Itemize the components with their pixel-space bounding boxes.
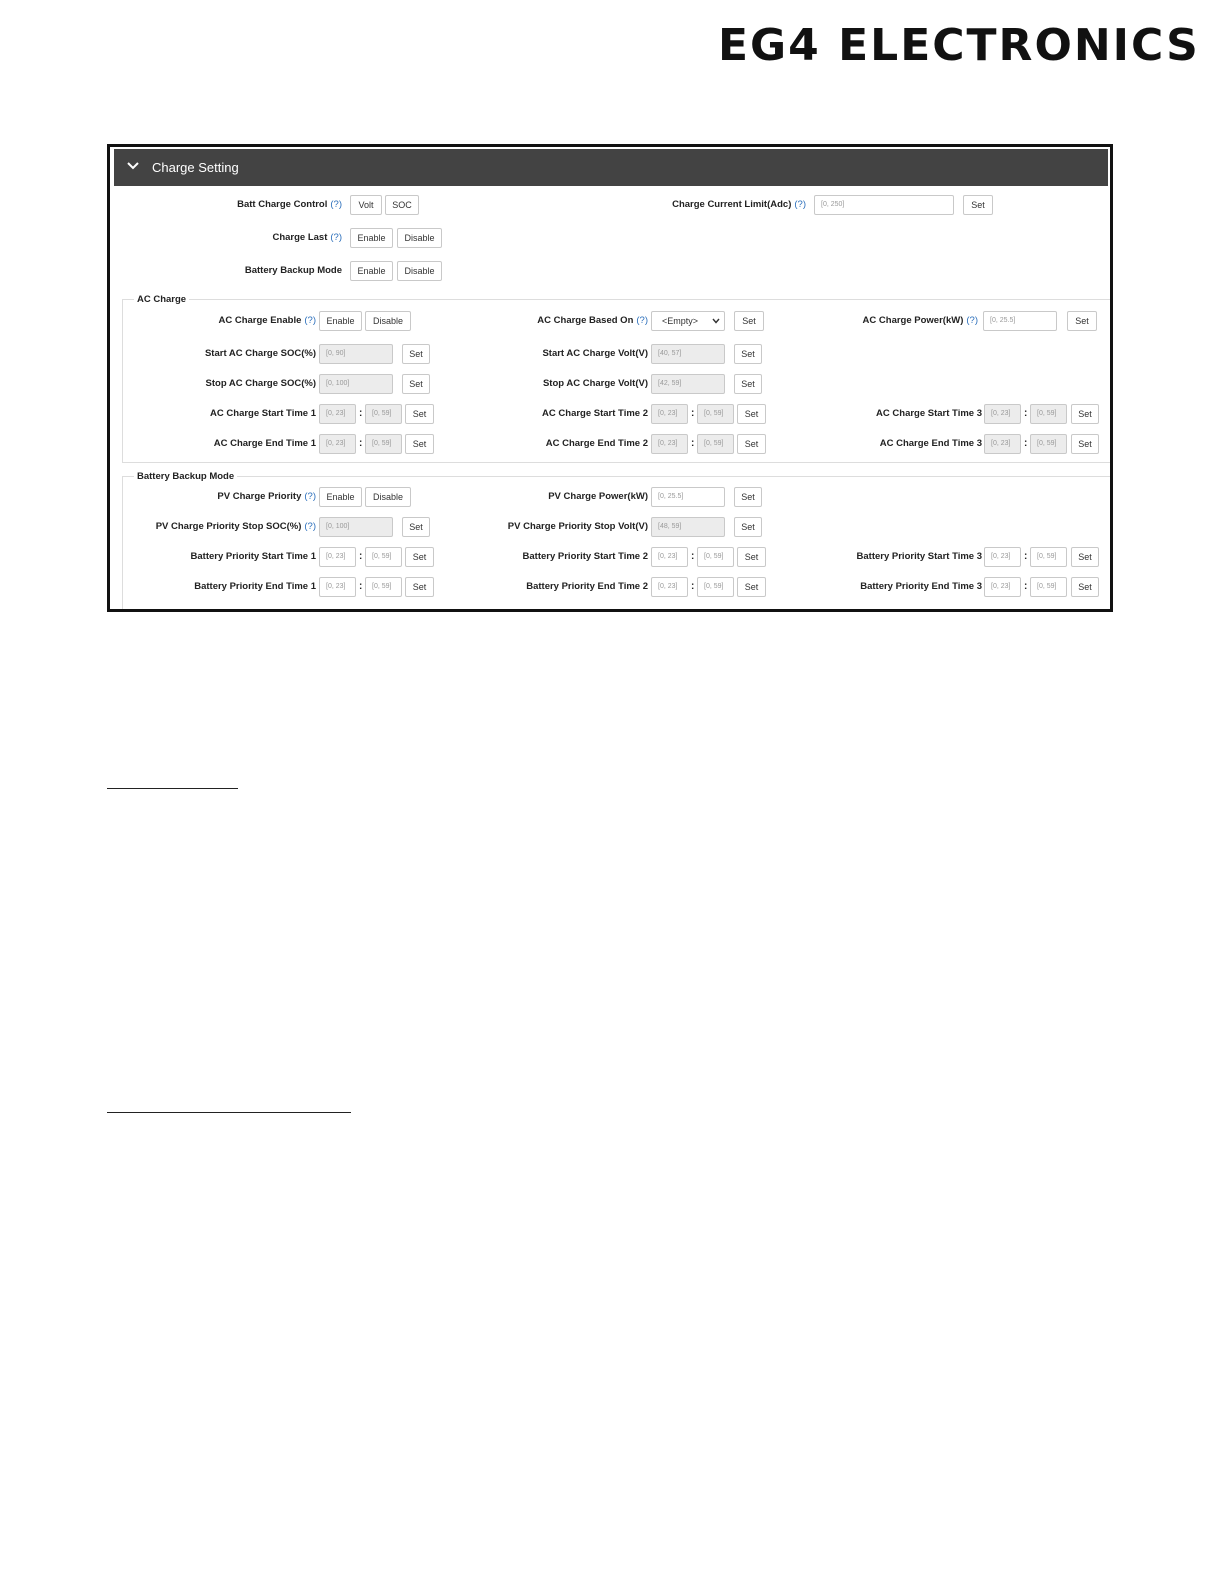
- battery-priority-start-time-2-label: Battery Priority Start Time 2: [522, 551, 648, 562]
- stop-ac-charge-volt-label: Stop AC Charge Volt(V): [542, 378, 648, 389]
- battery-priority-start-time-2-hour[interactable]: [0, 23]: [651, 547, 688, 567]
- pv-charge-priority-disable-button[interactable]: Disable: [365, 487, 411, 507]
- soc-button[interactable]: SOC: [385, 195, 419, 215]
- battery-priority-end-time-2-hour[interactable]: [0, 23]: [651, 577, 688, 597]
- ac-charge-end-time-3-label: AC Charge End Time 3: [879, 438, 982, 449]
- help-link[interactable]: (?): [330, 232, 342, 243]
- battery-priority-end-time-2-minute[interactable]: [0, 59]: [697, 577, 734, 597]
- ac-charge-start-time-2-label: AC Charge Start Time 2: [542, 408, 648, 419]
- charge-current-limit-label: Charge Current Limit(Adc) (?): [672, 199, 806, 210]
- stop-ac-charge-volt-input[interactable]: [42, 59]: [651, 374, 725, 394]
- pv-charge-priority-stop-volt-label: PV Charge Priority Stop Volt(V): [507, 521, 648, 532]
- start-ac-charge-volt-input[interactable]: [40, 57]: [651, 344, 725, 364]
- charge-last-enable-button[interactable]: Enable: [350, 228, 393, 248]
- ac-charge-power-input[interactable]: [0, 25.5]: [983, 311, 1057, 331]
- help-link[interactable]: (?): [636, 315, 648, 326]
- start-ac-charge-soc-input[interactable]: [0, 90]: [319, 344, 393, 364]
- battery-priority-start-time-2-set-button[interactable]: Set: [737, 547, 766, 567]
- start-ac-charge-volt-label: Start AC Charge Volt(V): [542, 348, 648, 359]
- eg4-logo: EG4 ELECTRONICS: [718, 20, 1200, 71]
- section-underline: [107, 1112, 351, 1113]
- ac-charge-end-time-3-set-button[interactable]: Set: [1071, 434, 1099, 454]
- start-ac-charge-volt-set-button[interactable]: Set: [734, 344, 762, 364]
- colon: :: [1024, 438, 1028, 449]
- ac-charge-end-time-2-set-button[interactable]: Set: [737, 434, 766, 454]
- stop-ac-charge-soc-input[interactable]: [0, 100]: [319, 374, 393, 394]
- battery-priority-start-time-3-minute[interactable]: [0, 59]: [1030, 547, 1067, 567]
- ac-charge-end-time-1-set-button[interactable]: Set: [405, 434, 434, 454]
- stop-ac-charge-soc-label: Stop AC Charge SOC(%): [205, 378, 316, 389]
- ac-charge-start-time-1-minute[interactable]: [0, 59]: [365, 404, 402, 424]
- colon: :: [1024, 408, 1028, 419]
- battery-priority-end-time-1-minute[interactable]: [0, 59]: [365, 577, 402, 597]
- ac-charge-start-time-3-minute[interactable]: [0, 59]: [1030, 404, 1067, 424]
- battery-priority-start-time-3-label: Battery Priority Start Time 3: [856, 551, 982, 562]
- colon: :: [359, 408, 363, 419]
- help-link[interactable]: (?): [304, 315, 316, 326]
- ac-charge-end-time-1-hour[interactable]: [0, 23]: [319, 434, 356, 454]
- volt-button[interactable]: Volt: [350, 195, 382, 215]
- ac-charge-start-time-3-set-button[interactable]: Set: [1071, 404, 1099, 424]
- charge-current-limit-input[interactable]: [0, 250]: [814, 195, 954, 215]
- battery-priority-end-time-3-minute[interactable]: [0, 59]: [1030, 577, 1067, 597]
- colon: :: [359, 551, 363, 562]
- charge-current-limit-set-button[interactable]: Set: [963, 195, 993, 215]
- colon: :: [1024, 581, 1028, 592]
- ac-charge-based-on-label: AC Charge Based On (?): [537, 315, 648, 326]
- ac-charge-start-time-3-hour[interactable]: [0, 23]: [984, 404, 1021, 424]
- battery-priority-end-time-2-set-button[interactable]: Set: [737, 577, 766, 597]
- pv-charge-priority-label: PV Charge Priority (?): [217, 491, 316, 502]
- stop-ac-charge-soc-set-button[interactable]: Set: [402, 374, 430, 394]
- pv-charge-priority-stop-soc-label: PV Charge Priority Stop SOC(%) (?): [155, 521, 316, 532]
- colon: :: [359, 438, 363, 449]
- ac-charge-start-time-1-set-button[interactable]: Set: [405, 404, 434, 424]
- colon: :: [1024, 551, 1028, 562]
- battery-priority-end-time-3-hour[interactable]: [0, 23]: [984, 577, 1021, 597]
- selected-value: <Empty>: [662, 316, 699, 326]
- ac-charge-enable-label: AC Charge Enable (?): [218, 315, 316, 326]
- battery-priority-start-time-1-hour[interactable]: [0, 23]: [319, 547, 356, 567]
- chevron-down-icon[interactable]: [126, 159, 140, 173]
- pv-charge-priority-stop-soc-set-button[interactable]: Set: [402, 517, 430, 537]
- stop-ac-charge-volt-set-button[interactable]: Set: [734, 374, 762, 394]
- charge-last-disable-button[interactable]: Disable: [397, 228, 442, 248]
- colon: :: [691, 438, 695, 449]
- battery-priority-start-time-3-hour[interactable]: [0, 23]: [984, 547, 1021, 567]
- ac-charge-start-time-2-set-button[interactable]: Set: [737, 404, 766, 424]
- battery-priority-start-time-1-label: Battery Priority Start Time 1: [190, 551, 316, 562]
- battery-backup-enable-button[interactable]: Enable: [350, 261, 393, 281]
- battery-backup-legend: Battery Backup Mode: [134, 470, 237, 484]
- chevron-down-icon: [712, 318, 720, 324]
- section-underline: [107, 788, 238, 789]
- battery-priority-start-time-2-minute[interactable]: [0, 59]: [697, 547, 734, 567]
- ac-charge-start-time-3-label: AC Charge Start Time 3: [876, 408, 982, 419]
- ac-charge-end-time-1-label: AC Charge End Time 1: [213, 438, 316, 449]
- panel-header[interactable]: [114, 149, 1108, 186]
- battery-priority-end-time-1-hour[interactable]: [0, 23]: [319, 577, 356, 597]
- pv-charge-priority-stop-volt-set-button[interactable]: Set: [734, 517, 762, 537]
- battery-priority-end-time-3-label: Battery Priority End Time 3: [860, 581, 982, 592]
- ac-charge-start-time-2-minute[interactable]: [0, 59]: [697, 404, 734, 424]
- battery-backup-disable-button[interactable]: Disable: [397, 261, 442, 281]
- ac-charge-end-time-1-minute[interactable]: [0, 59]: [365, 434, 402, 454]
- pv-charge-power-input[interactable]: [0, 25.5]: [651, 487, 725, 507]
- start-ac-charge-soc-label: Start AC Charge SOC(%): [204, 348, 316, 359]
- colon: :: [691, 408, 695, 419]
- ac-charge-end-time-2-minute[interactable]: [0, 59]: [697, 434, 734, 454]
- ac-charge-power-label: AC Charge Power(kW) (?): [862, 315, 978, 326]
- pv-charge-power-label: PV Charge Power(kW): [548, 491, 648, 502]
- help-link[interactable]: (?): [330, 199, 342, 210]
- help-link[interactable]: (?): [304, 491, 316, 502]
- charge-last-label: Charge Last (?): [272, 232, 342, 243]
- colon: :: [691, 551, 695, 562]
- battery-priority-end-time-1-set-button[interactable]: Set: [405, 577, 434, 597]
- ac-charge-start-time-2-hour[interactable]: [0, 23]: [651, 404, 688, 424]
- panel-title: Charge Setting: [152, 160, 239, 175]
- battery-priority-start-time-3-set-button[interactable]: Set: [1071, 547, 1099, 567]
- colon: :: [691, 581, 695, 592]
- battery-priority-end-time-1-label: Battery Priority End Time 1: [194, 581, 316, 592]
- help-link[interactable]: (?): [794, 199, 806, 210]
- ac-charge-power-set-button[interactable]: Set: [1067, 311, 1097, 331]
- ac-charge-end-time-3-minute[interactable]: [0, 59]: [1030, 434, 1067, 454]
- pv-charge-priority-stop-volt-input[interactable]: [48, 59]: [651, 517, 725, 537]
- ac-charge-end-time-3-hour[interactable]: [0, 23]: [984, 434, 1021, 454]
- charge-setting-panel: [108, 145, 1112, 611]
- ac-charge-legend: AC Charge: [134, 293, 189, 307]
- ac-charge-based-on-select[interactable]: [651, 311, 725, 331]
- ac-charge-based-on-set-button[interactable]: Set: [734, 311, 764, 331]
- batt-charge-control-label: Batt Charge Control (?): [237, 199, 342, 210]
- battery-priority-end-time-2-label: Battery Priority End Time 2: [526, 581, 648, 592]
- ac-charge-disable-button[interactable]: Disable: [365, 311, 411, 331]
- ac-charge-start-time-1-label: AC Charge Start Time 1: [210, 408, 316, 419]
- start-ac-charge-soc-set-button[interactable]: Set: [402, 344, 430, 364]
- help-link[interactable]: (?): [304, 521, 316, 532]
- battery-priority-start-time-1-minute[interactable]: [0, 59]: [365, 547, 402, 567]
- help-link[interactable]: (?): [966, 315, 978, 326]
- battery-priority-end-time-3-set-button[interactable]: Set: [1071, 577, 1099, 597]
- pv-charge-priority-stop-soc-input[interactable]: [0, 100]: [319, 517, 393, 537]
- pv-charge-power-set-button[interactable]: Set: [734, 487, 762, 507]
- ac-charge-enable-button[interactable]: Enable: [319, 311, 362, 331]
- battery-backup-mode-label: Battery Backup Mode: [244, 265, 342, 276]
- ac-charge-start-time-1-hour[interactable]: [0, 23]: [319, 404, 356, 424]
- battery-priority-start-time-1-set-button[interactable]: Set: [405, 547, 434, 567]
- pv-charge-priority-enable-button[interactable]: Enable: [319, 487, 362, 507]
- colon: :: [359, 581, 363, 592]
- ac-charge-end-time-2-label: AC Charge End Time 2: [545, 438, 648, 449]
- ac-charge-end-time-2-hour[interactable]: [0, 23]: [651, 434, 688, 454]
